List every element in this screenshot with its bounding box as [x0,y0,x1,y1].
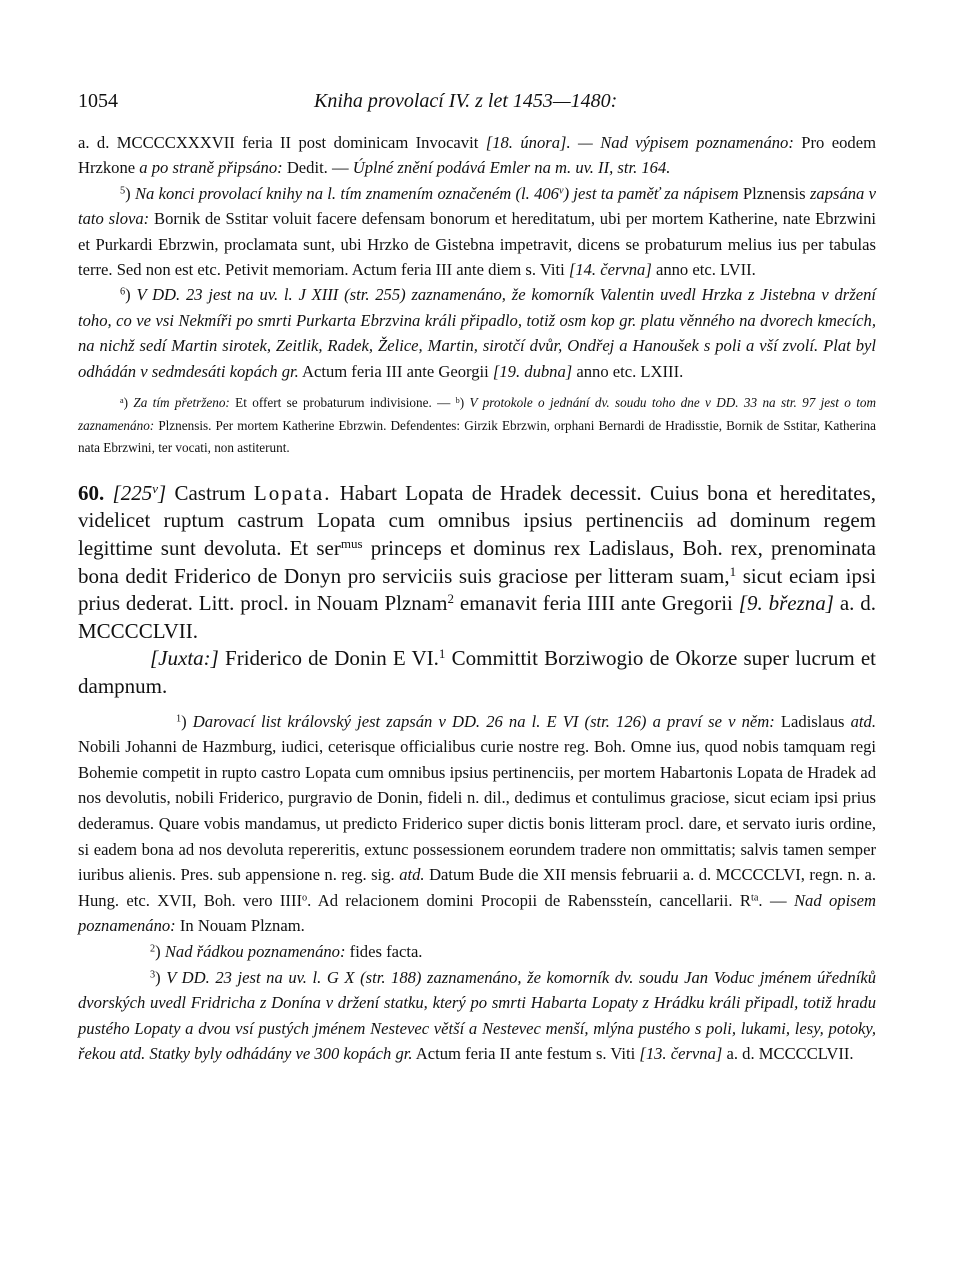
running-title: Kniha provolací IV. z let 1453—1480: [314,90,618,112]
page-number: 1054 [78,90,118,112]
entry-60-juxta: [Juxta:] Friderico de Donin E VI.$^1$ Committit Borziwogio de Okorze super lucrum et dampnum. [78,646,876,698]
footnote-2: $^2$) Nad řádkou poznamenáno: fides facta. [150,941,423,961]
footnotes-top [78,130,876,384]
footnote-1: $^1$) Darovací list královský jest zapsán v DD. 26 na l. E VI (str. 126) a praví se v něm: Ladislaus atd. Nobili Johanni de Hazmburg, iudici, ceterisque officialibus curie nostre reg. Boh. Omne ius, quod nobis tamquam regi Bohemie competit in rupto castro Lopata cum omnibus ipsius pertinenciis, per mortem Habartonis Lopata de Hradek ad nos devolutis, nobili Friderico, purgravio de Donin, fideli n. dil., dedimus et contulimus graciose, sicut eciam ipsi prius dederamus. Quare vobis mandamus, ut predicto Friderico super dictis bonis litteram procl. dare, et servato iuris ordine, si eadem bona ad nos devoluta repereritis, extunc possessionem eorundem tradere non ommittatis; salvis tamen semper iuribus alienis. Pres. sub appensione n. reg. sig. atd. Datum Bude die XII mensis februarii a. d. MCCCCLVI, regn. n. a. Hung. etc. XVII, Boh. vero IIII$^o$. Ad relacionem domini Procopii de Rabenssteín, cancellarii. $R^{ta}$. — Nad opisem poznamenáno: In Nouam Plznam. [78,711,877,936]
entry-60-text: 60. [225$^v$] Castrum Lopata. Habart Lopata de Hradek decessit. Cuius bona et hereditates, videlicet ruptum castrum Lopata cum omnibus ipsius pertinenciis ad dominum regem legittime sunt devoluta. Et ser$^{mus}$ princeps et dominus rex Ladislaus, Boh. rex, prenominata bona dedit Friderico de Donyn pro serviciis suis graciose per litteram suam,$^1$ sicut eciam ipsi prius dederat. Litt. procl. in Nouam Plznam$^2$ emanavit feria IIII ante Gregorii [9. března] a. d. MCCCCLVII. [78,480,877,643]
footnote-5: $^5$) Na konci provolací knihy na l. tím znamením označeném (l. 406$^v$) jest ta paměť za nápisem Plznensis zapsána v tato slova: Bornik de Sstitar voluit facere defensam bonorum et hereditatum, ubi per mortem Katherine, nate Ebrzwini et Purkardi Ebrzwin, proclamata sunt, ubi Hrzko de Gistebna impetravit, dicens se probaturum melius ius per tabulas terre. Sed non est etc. Petivit memoriam. Actum feria III ante diem s. Viti [14. června] anno etc. LVII. [78,183,877,280]
footnotes-bottom [78,709,876,1067]
folio-reference: [225$^v$] [112,480,167,505]
entry-number: 60. [78,480,105,505]
variant-note-a-b: $^a$) Za tím přetrženo: Et offert se probaturum indivisione. — $^b$) V protokole o jednání dv. soudu toho dne v DD. 33 na str. 97 jest o tom zaznamenáno: Plznensis. Per mortem Katherine Ebrzwin. Defendentes: Girzik Ebrzwin, orphani Bernardi de Hradisstie, Bornik de Sstitar, Katherina nata Ebrzwini, ter vocati, non astiterunt. [78,395,877,456]
variant-notes [78,392,876,460]
footnote-3: $^3$) V DD. 23 jest na uv. l. G X (str. 188) zaznamenáno, že komorník dv. soudu Jan Voduc jménem úředníků dvorských uvedl Fridricha z Donína v držení statku, který po smrti Habarta Lopaty z Hrádku králi připadl, totiž hradu pustého Lopaty a dvou vsí pustých jménem Nestevec větší a Nestevec menší, mlýna pustého s poli, lukami, lesy, potoky, řekou atd. Statky byly odhádány ve 300 kopách gr. Actum feria II ante festum s. Viti [13. června] a. d. MCCCCLVII. [78,967,876,1064]
entry-60 [78,480,876,701]
footnote-continuation: a. d. MCCCCXXXVII feria II post dominicam Invocavit [18. února]. — Nad výpisem poznamenáno: Pro eodem Hrzkone a po straně připsáno: Dedit. — Úplné znění podává Emler na m. uv. II, str. 164. [78,133,876,178]
footnote-6: $^6$) V DD. 23 jest na uv. l. J XIII (str. 255) zaznamenáno, že komorník Valentin uvedl Hrzka z Jistebna v držení toho, co ve vsi Nekmíři po smrti Purkarta Ebrzvina králi připadlo, totiž osm kop gr. platu věnného na dvorech kmecích, na nichž sedí Martin sirotek, Zeitlik, Radek, Želice, Martin, sirotčí dvůr, Ondřej a Hanoušek s poli a vší zvolí. Plat byl odhádán v sedmdesáti kopách gr. Actum feria III ante Georgii [19. dubna] anno etc. LXIII. [78,285,876,381]
page-header [78,86,876,116]
